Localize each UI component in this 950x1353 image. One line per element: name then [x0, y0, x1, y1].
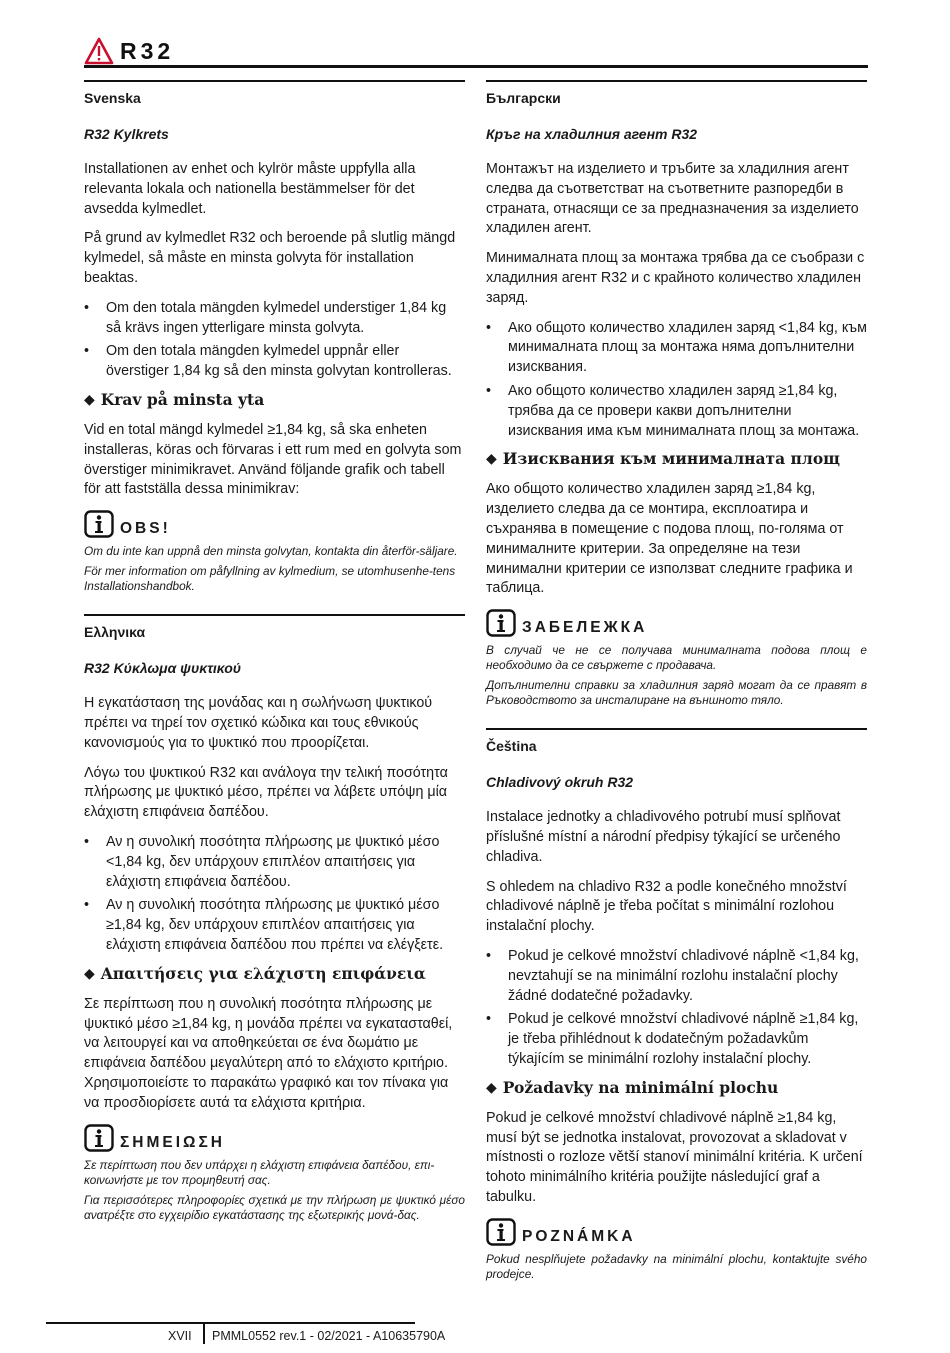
- paragraph: Ако общото количество хладилен заряд ≥1,84 kg, изделието следва да се монтира, експлоатира и съхранява в помещение с подова площ, по-голяма от минималните критерии. За определяне на тези минимални критерии се използват следните графика и таблица.: [486, 481, 853, 597]
- note-text: Σε περίπτωση που δεν υπάρχει η ελάχιστη επιφάνεια δαπέδου, επι-κοινωνήστε με τον προμηθευτή σας.: [84, 1157, 435, 1187]
- warning-triangle-icon: [84, 37, 114, 65]
- info-note-icon: [84, 1124, 114, 1152]
- note-text: För mer information om påfyllning av kylmedium, se utomhusenhe-tens Installationshandbok.: [84, 564, 456, 594]
- note-text: Για περισσότερες πληροφορίες σχετικά με την πλήρωση με ψυκτικό μέσο ανατρέξτε στο εγχειρίδιο εγκατάστασης της εξωτερικής μονά-δας.: [84, 1192, 465, 1222]
- list-item: • Pokud je celkové množství chladivové náplně <1,84 kg, nevztahují se na minimální rozlohu instalační plochy žádné dodatečné požadavky.: [486, 947, 859, 1004]
- paragraph: Vid en total mängd kylmedel ≥1,84 kg, så ska enheten installeras, köras och förvaras i ett rum med en golvyta som överstiger minimikravet. Använd följande grafik och tabell för att fastställa dessa minimikrav:: [84, 421, 462, 498]
- info-note-icon: [486, 609, 516, 637]
- section-cestina: [486, 728, 867, 1282]
- note-heading: [486, 609, 867, 637]
- bullet-list: [486, 319, 867, 442]
- header-rule: [84, 65, 868, 68]
- info-note-icon: [84, 510, 114, 538]
- diamond-icon: ◆: [486, 1078, 497, 1095]
- requirement-title: Απαιτήσεις για ελάχιστη επιφάνεια: [100, 963, 426, 983]
- requirement-heading: [486, 449, 867, 468]
- page-number: XVII: [168, 1329, 192, 1343]
- info-note-icon: [486, 1218, 516, 1246]
- note-title: POZNÁMKA: [522, 1227, 636, 1245]
- note-heading: [486, 1218, 867, 1246]
- requirement-heading: [84, 964, 465, 983]
- page-title: R32: [120, 37, 175, 64]
- footer-rule: [46, 1322, 415, 1324]
- section-ellinika: [84, 614, 465, 1222]
- section-svenska: [84, 80, 465, 594]
- page-header: [84, 34, 174, 68]
- note-text: Om du inte kan uppnå den minsta golvytan, kontakta din återför-säljare.: [84, 544, 458, 559]
- list-item: • Om den totala mängden kylmedel understiger 1,84 kg så krävs ingen ytterligare minsta golvyta.: [84, 299, 447, 336]
- section-language-heading: Български: [486, 90, 561, 106]
- note-text: В случай че не се получава минималната подова площ е необходимо да се свържете с продавача.: [486, 643, 867, 673]
- paragraph: Монтажът на изделието и тръбите за хладилния агент следва да съответстват на съответните разпоредби в страната, отнасящи се за предназначения за изделието хладилен агент.: [486, 161, 859, 237]
- section-subtitle: R32 Κύκλωμα ψυκτικού: [84, 660, 242, 677]
- paragraph: S ohledem na chladivo R32 a podle konečného množství chladivové náplně je třeba počítat s minimální rozlohou instalační plochy.: [486, 878, 847, 935]
- note-heading: [84, 510, 465, 538]
- section-language-heading: Ελληνικα: [84, 624, 146, 641]
- section-subtitle: Кръг на хладилния агент R32: [486, 126, 698, 142]
- note-title: ΣΗΜΕΙΩΣΗ: [120, 1133, 225, 1151]
- section-bulgarski: [486, 80, 867, 708]
- left-column: [84, 80, 465, 1243]
- note-title: ЗАБЕЛЕЖКА: [522, 619, 648, 637]
- diamond-icon: ◆: [84, 390, 95, 407]
- paragraph: På grund av kylmedlet R32 och beroende på slutlig mängd kylmedel, så måste en minsta golvyta för installation beaktas.: [84, 230, 456, 286]
- bullet-list: [84, 833, 465, 956]
- footer-divider: [203, 1322, 205, 1344]
- list-item: • Om den totala mängden kylmedel uppnår eller överstiger 1,84 kg så den minsta golvytan kontrolleras.: [84, 343, 452, 380]
- diamond-icon: ◆: [486, 450, 497, 467]
- section-language-heading: Čeština: [486, 738, 537, 755]
- right-column: [486, 80, 867, 1302]
- list-item: • Αν η συνολική ποσότητα πλήρωσης με ψυκτικό μέσο ≥1,84 kg, δεν υπάρχουν επιπλέον απαιτήσεις για ελάχιστη επιφάνεια δαπέδου που πρέπει να ελέγξετε.: [84, 897, 444, 953]
- list-item: • Ако общото количество хладилен заряд <1,84 kg, към минималната площ за монтажа няма допълнителни изисквания.: [486, 319, 867, 376]
- paragraph: Минималната площ за монтажа трябва да се съобрази с хладилния агент R32 и с крайното количество хладилен заряд.: [486, 250, 865, 306]
- diamond-icon: ◆: [84, 964, 95, 981]
- note-text: Допълнителни справки за хладилния заряд могат да се правят в Ръководството за инсталиране на външното тяло.: [486, 678, 867, 708]
- requirement-heading: [84, 390, 465, 409]
- requirement-title: Изисквания към минималната площ: [502, 449, 840, 469]
- note-heading: [84, 1124, 465, 1152]
- section-subtitle: R32 Kylkrets: [84, 126, 169, 142]
- paragraph: Pokud je celkové množství chladivové náplně ≥1,84 kg, musí být se jednotka instalovat, provozovat a skladovat v místnosti o rozloze větší stanoví minimální kritéria. K určení tohoto minimálního kritéria použijte následující graf a tabulku.: [486, 1109, 863, 1205]
- list-item: • Pokud je celkové množství chladivové náplně ≥1,84 kg, je třeba přihlédnout k dodatečným požadavkům týkajícím se minimální rozlohy instalační plochy.: [486, 1011, 859, 1067]
- requirement-heading: [486, 1078, 867, 1097]
- bullet-list: [486, 947, 867, 1070]
- bullet-list: [84, 299, 465, 382]
- list-item: • Ако общото количество хладилен заряд ≥1,84 kg, трябва да се провери какви допълнителни изисквания има към минималната площ за монтажа.: [486, 382, 860, 439]
- note-text: Pokud nesplňujete požadavky na minimální plochu, kontaktujte svého prodejce.: [486, 1251, 867, 1281]
- document-code: PMML0552 rev.1 - 02/2021 - A10635790A: [212, 1329, 446, 1343]
- paragraph: Σε περίπτωση που η συνολική ποσότητα πλήρωσης με ψυκτικό μέσο ≥1,84 kg, η μονάδα πρέπει να εγκατασταθεί, να λειτουργεί και να αποθηκεύεται σε ένα δωμάτιο με επιφάνεια δαπέδου μεγαλύτερη από το ελάχιστο κριτήριο. Χρησιμοποιείστε το παρακάτω γραφικό και τον πίνακα για να προσδιορίσετε αυτά τα ελάχιστα κριτήρια.: [84, 995, 453, 1111]
- paragraph: Instalace jednotky a chladivového potrubí musí splňovat příslušné místní a národní předpisy týkající se určeného chladiva.: [486, 809, 841, 865]
- requirement-title: Požadavky na minimální plochu: [502, 1077, 779, 1097]
- paragraph: Λόγω του ψυκτικού R32 και ανάλογα την τελική ποσότητα πλήρωσης με ψυκτικό μέσο, πρέπει να λάβετε υπόψη μία ελάχιστη επιφάνεια δαπέδου.: [84, 764, 448, 821]
- note-title: OBS!: [120, 520, 171, 538]
- section-language-heading: Svenska: [84, 90, 141, 106]
- section-subtitle: Chladivový okruh R32: [486, 774, 634, 791]
- paragraph: Η εγκατάσταση της μονάδας και η σωλήνωση ψυκτικού πρέπει να τηρεί τον σχετικό κώδικα και τους εθνικούς κανονισμούς για το ψυκτικό που προορίζεται.: [84, 695, 433, 751]
- paragraph: Installationen av enhet och kylrör måste uppfylla alla relevanta lokala och nationella bestämmelser för det avsedda kylmedlet.: [84, 161, 416, 217]
- requirement-title: Krav på minsta yta: [100, 389, 265, 409]
- list-item: • Αν η συνολική ποσότητα πλήρωσης με ψυκτικό μέσο <1,84 kg, δεν υπάρχουν επιπλέον απαιτήσεις για ελάχιστη επιφάνεια δαπέδου.: [84, 833, 440, 890]
